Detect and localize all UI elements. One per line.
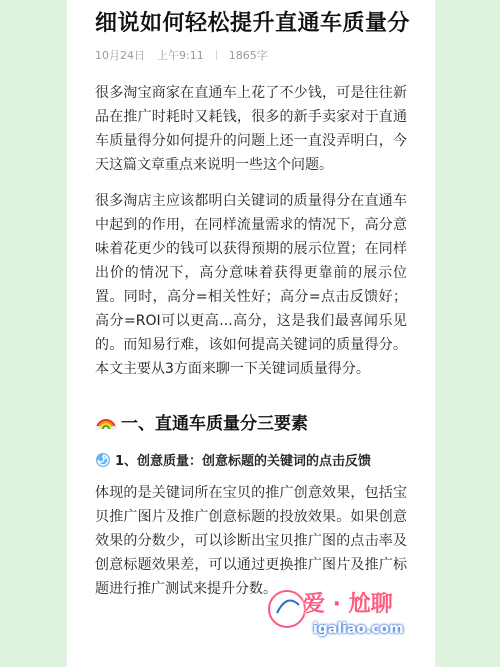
article-page bbox=[66, 0, 436, 667]
article-word-count: 1865字 bbox=[228, 49, 268, 62]
watermark-en: igaliao.com bbox=[313, 621, 404, 637]
meta-divider bbox=[216, 50, 217, 60]
subheading bbox=[95, 450, 407, 469]
article-title: 细说如何轻松提升直通车质量分 bbox=[95, 11, 411, 36]
paragraph-creative-quality: 体现的是关键词所在宝贝的推广创意效果，包括宝贝推广图片及推广创意标题的投放效果。如果创意效果的分数少，可以诊断出宝贝推广图的点击率及创意标题效果差，可以通过更换推广图片及推广标题进行推广测试来提升分数。 bbox=[95, 485, 407, 597]
section-heading-text: 一、直通车质量分三要素 bbox=[121, 414, 308, 434]
section-heading bbox=[95, 409, 407, 434]
watermark bbox=[257, 577, 427, 655]
paragraph-intro: 很多淘宝商家在直通车上花了不少钱，可是往往新品在推广时耗时又耗钱，很多的新手卖家对于直通车质量得分如何提升的问题上还一直没弄明白，今天这篇文章重点来说明一些这个问题。 bbox=[95, 85, 407, 173]
article-meta bbox=[95, 47, 407, 63]
subheading-text: 1、创意质量：创意标题的关键词的点击反馈 bbox=[115, 454, 372, 469]
swirl-icon bbox=[95, 452, 111, 468]
rainbow-icon bbox=[95, 414, 117, 430]
watermark-cn: 爱 · 尬聊 bbox=[303, 592, 393, 617]
paragraph-quality-score: 很多淘店主应该都明白关键词的质量得分在直通车中起到的作用，在同样流量需求的情况下，高分意味着花更少的钱可以获得预期的展示位置；在同样出价的情况下，高分意味着获得更靠前的展示位置。同时，高分=相关性好；高分=点击反馈好；高分=ROI可以更高...高分，这是我们最喜闻乐见的。而知易行难，该如何提高关键词的质量得分。本文主要从3方面来聊一下关键词质量得分。 bbox=[95, 193, 407, 377]
article-content bbox=[67, 0, 435, 601]
article-time: 上午9:11 bbox=[157, 49, 204, 62]
article-date: 10月24日 bbox=[95, 49, 145, 62]
